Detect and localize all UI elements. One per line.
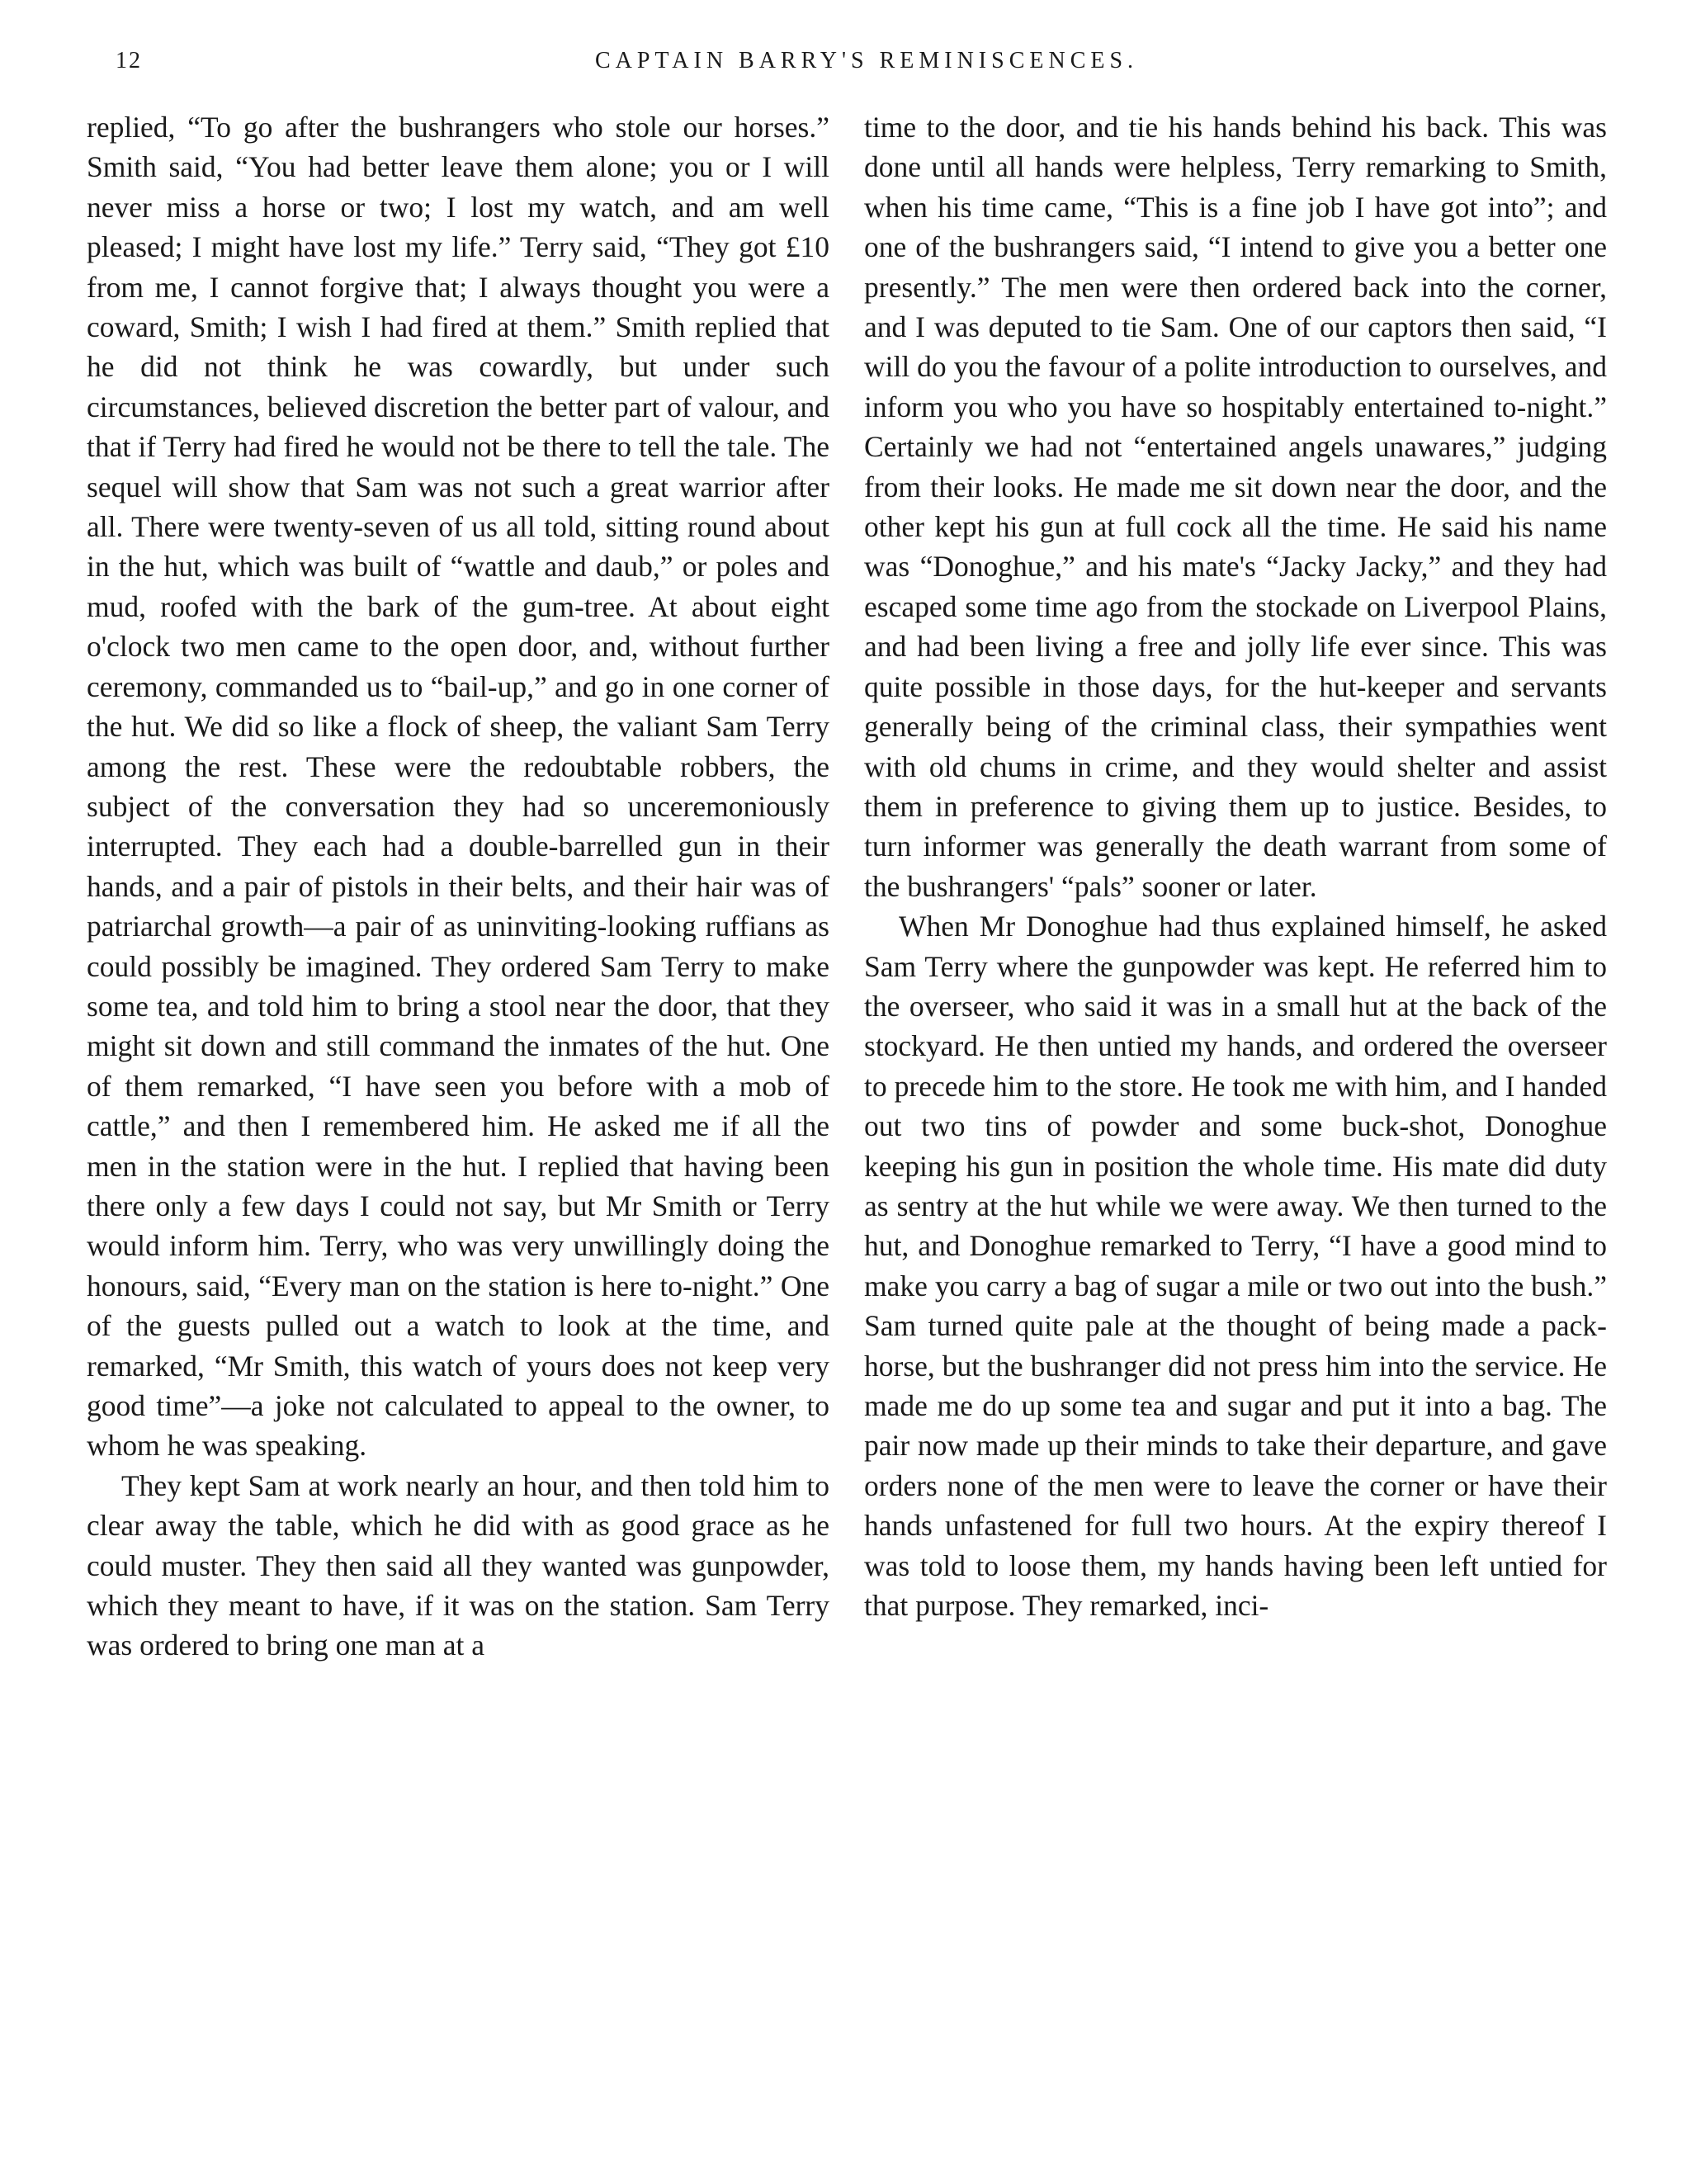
page-header xyxy=(116,48,1618,89)
paragraph: They kept Sam at work nearly an hour, and then told him to clear away the table, which he did with as good grace as he could muster. They then said all they wanted was gunpowder, which they meant to have, if it was on the station. Sam Terry was ordered to bring one man at a xyxy=(87,1468,829,1662)
running-title: CAPTAIN BARRY'S REMINISCENCES. xyxy=(594,48,1139,73)
left-column xyxy=(87,107,829,1666)
paragraph: replied, “To go after the bushrangers who stole our horses.” Smith said, “You had better leave them alone; you or I will never miss a horse or two; I lost my watch, and am well pleased; I might have lost my life.” Terry said, “They got £10 from me, I cannot forgive that; I always thought you were a coward, Smith; I wish I had fired at them.” Smith replied that he did not think he was cowardly, but under such circumstances, believed discretion the better part of valour, and that if Terry had fired he would not be there to tell the tale. The sequel will show that Sam was not such a great warrior after all. There were twenty-seven of us all told, sitting round about in the hut, which was built of “wattle and daub,” or poles and mud, roofed with the bark of the gum-tree. At about eight o'clock two men came to the open door, and, without further ceremony, commanded us to “bail-up,” and go in one corner of the hut. We did so like a flock of sheep, the valiant Sam Terry among the rest. These were the redoubtable robbers, the subject of the conversation they had so unceremoniously interrupted. They each had a double-barrelled gun in their hands, and a pair of pistols in their belts, and their hair was of patriarchal growth—a pair of as uninviting-looking ruffians as could possibly be imagined. They ordered Sam Terry to make some tea, and told him to bring a stool near the door, that they might sit down and still command the inmates of the hut. One of them remarked, “I have seen you before with a mob of cattle,” and then I remembered him. He asked me if all the men in the station were in the hut. I replied that having been there only a few days I could not say, but Mr Smith or Terry would inform him. Terry, who was very unwillingly doing the honours, said, “Every man on the station is here to-night.” One of the guests pulled out a watch to look at the time, and remarked, “Mr Smith, this watch of yours does not keep very good time”—a joke not calculated to appeal to the owner, to whom he was speaking. xyxy=(87,111,829,1463)
right-column xyxy=(864,107,1607,1625)
page-number: 12 xyxy=(116,48,142,73)
paragraph: time to the door, and tie his hands behind his back. This was done until all hands were helpless, Terry remarking to Smith, when his time came, “This is a fine job I have got into”; and one of the bushrangers said, “I intend to give you a better one presently.” The men were then ordered back into the corner, and I was deputed to tie Sam. One of our captors then said, “I will do you the favour of a polite introduction to ourselves, and inform you who you have so hospitably entertained to-night.” Certainly we had not “entertained angels unawares,” judging from their looks. He made me sit down near the door, and the other kept his gun at full cock all the time. He said his name was “Donoghue,” and his mate's “Jacky Jacky,” and they had escaped some time ago from the stockade on Liverpool Plains, and had been living a free and jolly life ever since. This was quite possible in those days, for the hut-keeper and servants generally being of the criminal class, their sympathies went with old chums in crime, and they would shelter and assist them in preference to giving them up to justice. Besides, to turn informer was generally the death warrant from some of the bushrangers' “pals” sooner or later. xyxy=(864,111,1607,903)
paragraph: When Mr Donoghue had thus explained himself, he asked Sam Terry where the gunpowder was kept. He referred him to the overseer, who said it was in a small hut at the back of the stockyard. He then untied my hands, and ordered the overseer to precede him to the store. He took me with him, and I handed out two tins of powder and some buck-shot, Donoghue keeping his gun in position the whole time. His mate did duty as sentry at the hut while we were away. We then turned to the hut, and Donoghue remarked to Terry, “I have a good mind to make you carry a bag of sugar a mile or two out into the bush.” Sam turned quite pale at the thought of being made a pack-horse, but the bushranger did not press him into the service. He made me do up some tea and sugar and put it into a bag. The pair now made up their minds to take their departure, and gave orders none of the men were to leave the corner or have their hands unfastened for full two hours. At the expiry thereof I was told to loose them, my hands having been left untied for that purpose. They remarked, inci- xyxy=(864,910,1607,1623)
